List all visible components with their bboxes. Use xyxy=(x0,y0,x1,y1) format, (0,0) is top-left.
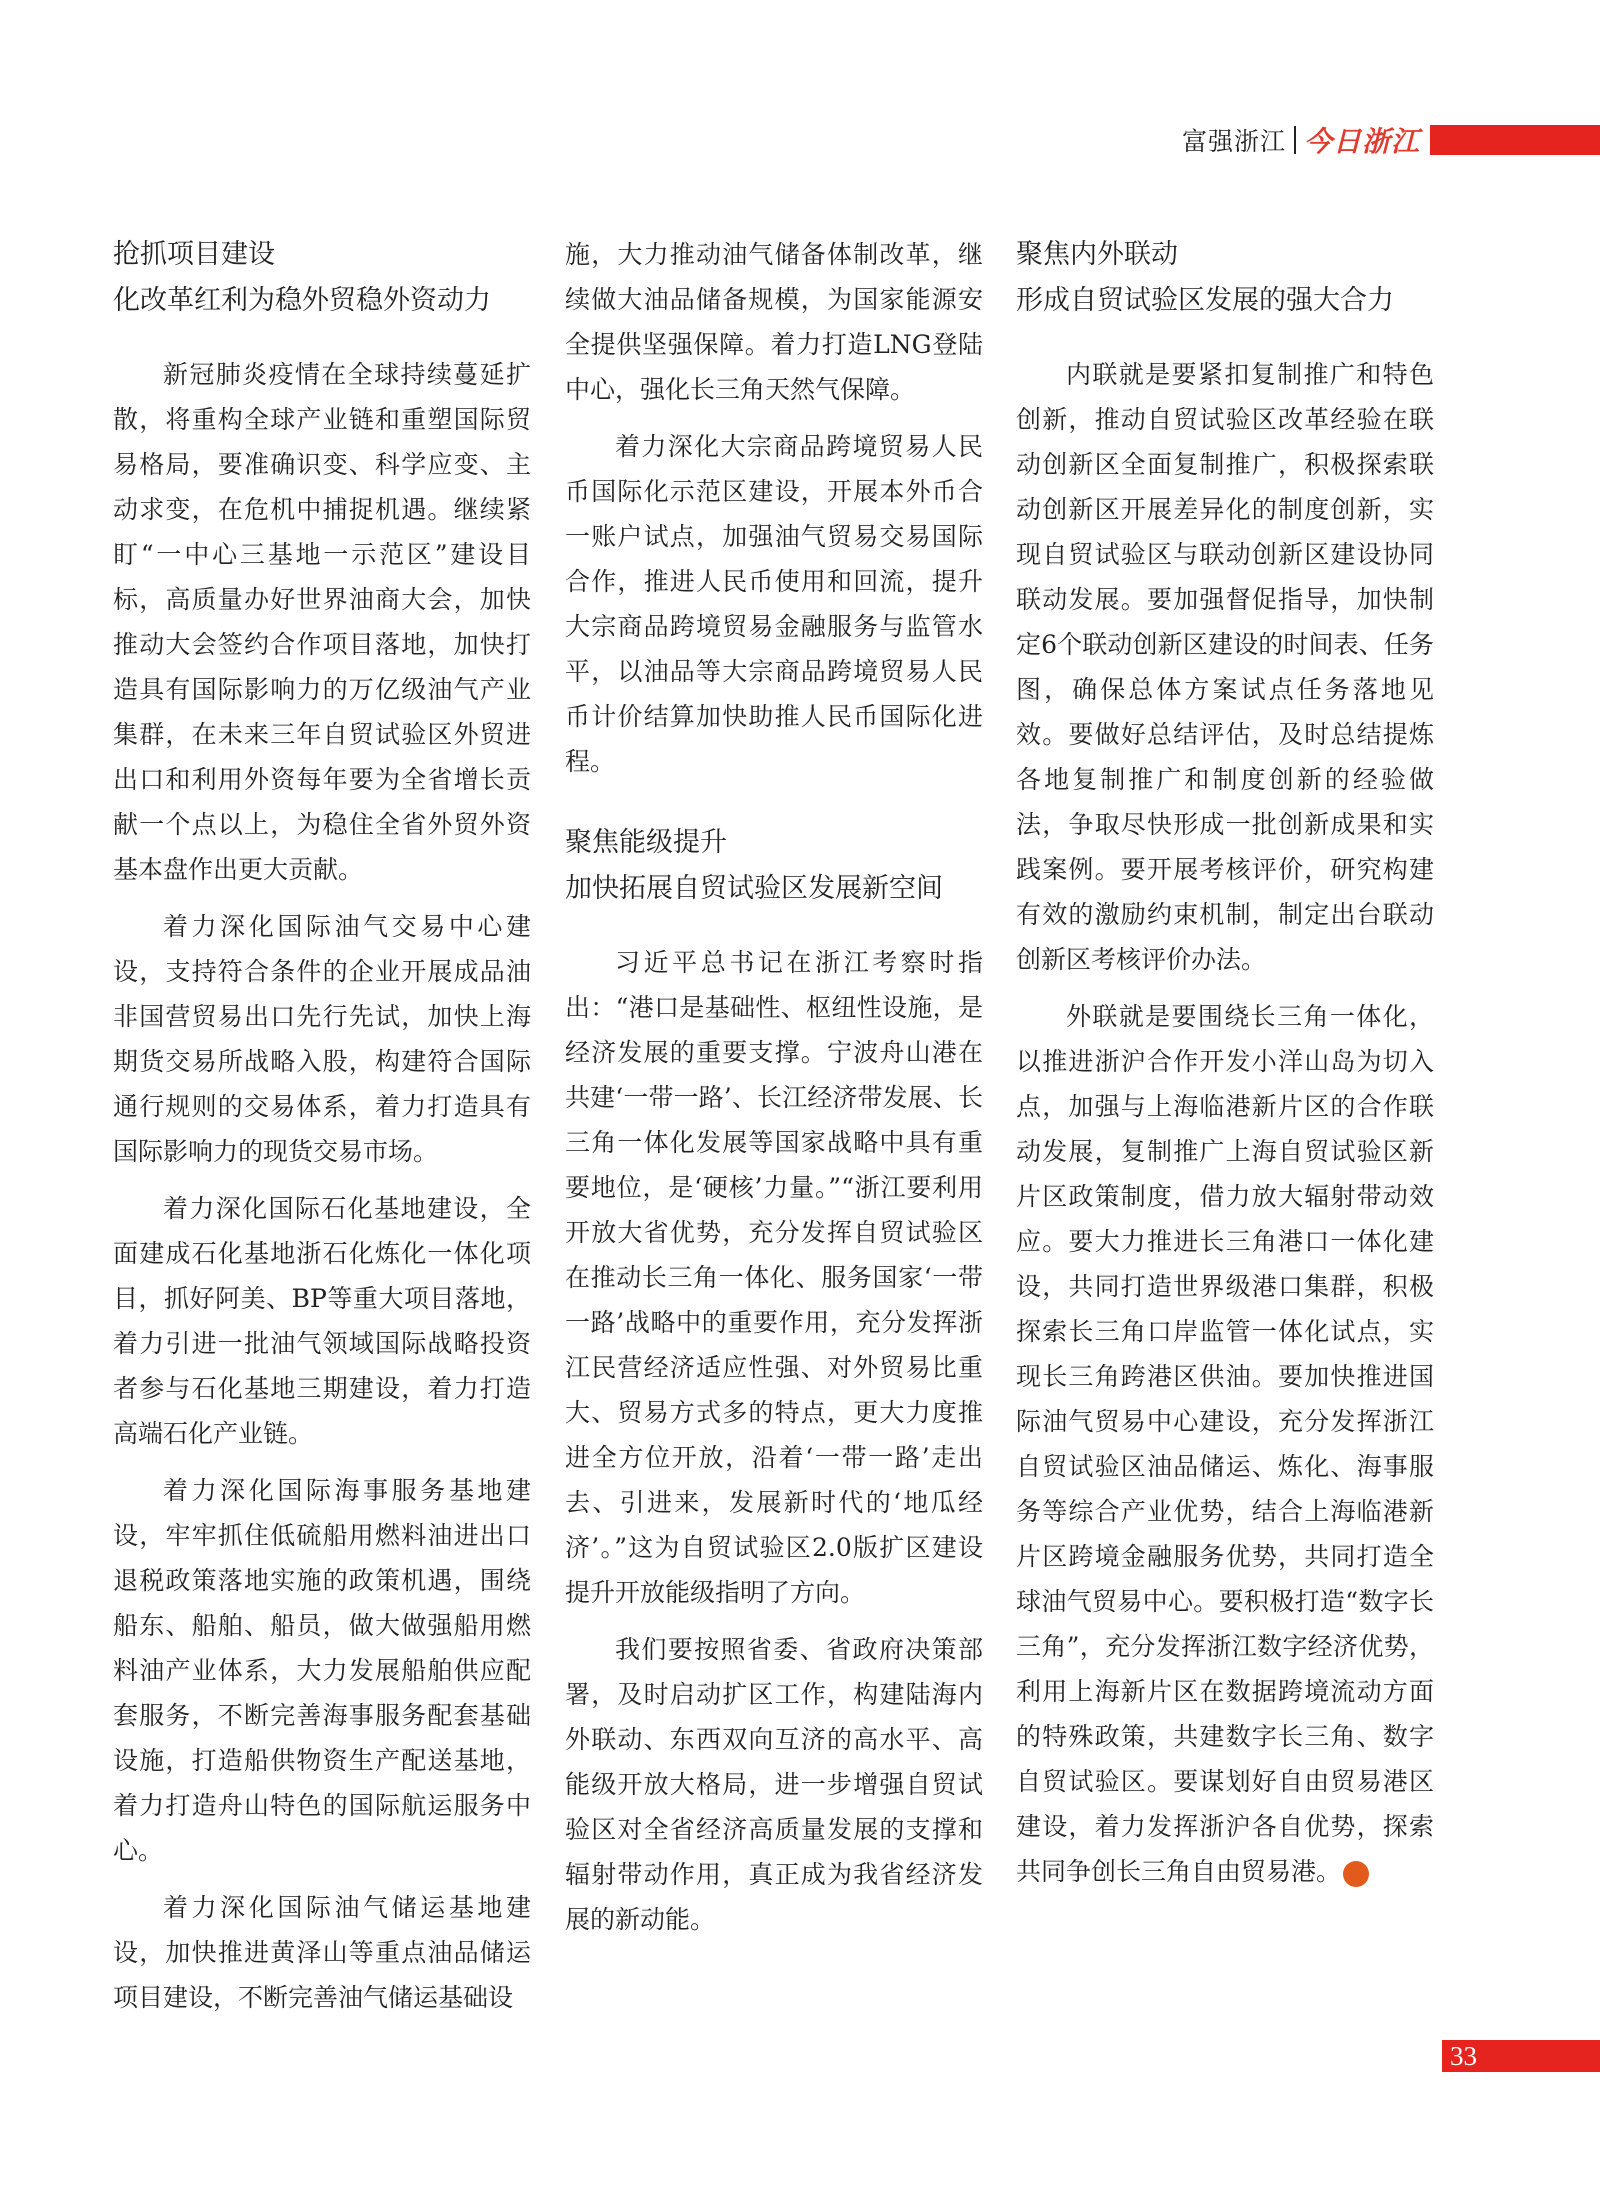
page-header xyxy=(1182,124,1600,156)
paragraph: 着力深化国际油气储运基地建设，加快推进黄泽山等重点油品储运项目建设，不断完善油气储运基础设 xyxy=(113,1893,531,2012)
paragraph-continuation: 施，大力推动油气储备体制改革，继续做大油品储备规模，为国家能源安全提供坚强保障。着力打造LNG登陆中心，强化长三角天然气保障。 xyxy=(565,240,983,404)
heading-line-2: 化改革红利为稳外贸稳外资动力 xyxy=(113,285,491,316)
paragraph: 着力深化大宗商品跨境贸易人民币国际化示范区建设，开展本外币合一账户试点，加强油气贸易交易国际合作，推进人民币使用和回流，提升大宗商品跨境贸易金融服务与监管水平，以油品等大宗商品跨境贸易人民币计价结算加快助推人民币国际化进程。 xyxy=(565,432,983,776)
paragraph: 着力深化国际油气交易中心建设，支持符合条件的企业开展成品油非国营贸易出口先行先试，加快上海期货交易所战略入股，构建符合国际通行规则的交易体系，着力打造具有国际影响力的现货交易市场。 xyxy=(113,912,531,1166)
header-red-bar xyxy=(1430,125,1600,155)
paragraph: 着力深化国际石化基地建设，全面建成石化基地浙石化炼化一体化项目，抓好阿美、BP等重大项目落地，着力引进一批油气领域国际战略投资者参与石化基地三期建设，着力打造高端石化产业链。 xyxy=(113,1194,531,1448)
heading-line-1: 聚焦能级提升 xyxy=(565,827,727,858)
paragraph: 内联就是要紧扣复制推广和特色创新，推动自贸试验区改革经验在联动创新区全面复制推广，积极探索联动创新区开展差异化的制度创新，实现自贸试验区与联动创新区建设协同联动发展。要加强督促指导，加快制定6个联动创新区建设的时间表、任务图，确保总体方案试点任务落地见效。要做好总结评估，及时总结提炼各地复制推广和制度创新的经验做法，争取尽快形成一批创新成果和实践案例。要开展考核评价，研究构建有效的激励约束机制，制定出台联动创新区考核评价办法。 xyxy=(1016,360,1434,974)
end-mark-icon: 今 xyxy=(1343,1861,1369,1887)
paragraph xyxy=(1016,994,1434,1894)
paragraph-text: 外联就是要围绕长三角一体化，以推进浙沪合作开发小洋山岛为切入点，加强与上海临港新片区的合作联动发展，复制推广上海自贸试验区新片区政策制度，借力放大辐射带动效应。要大力推进长三角港口一体化建设，共同打造世界级港口集群，积极探索长三角口岸监管一体化试点，实现长三角跨港区供油。要加快推进国际油气贸易中心建设，充分发挥浙江自贸试验区油品储运、炼化、海事服务等综合产业优势，结合上海临港新片区跨境金融服务优势，共同打造全球油气贸易中心。要积极打造“数字长三角”，充分发挥浙江数字经济优势，利用上海新片区在数据跨境流动方面的特殊政策，共建数字长三角、数字自贸试验区。要谋划好自由贸易港区建设，着力发挥浙沪各自优势，探索共同争创长三角自由贸易港。 xyxy=(1016,1002,1434,1886)
column-3 xyxy=(1016,232,1434,1906)
section-heading xyxy=(1016,232,1434,324)
heading-line-2: 加快拓展自贸试验区发展新空间 xyxy=(565,873,943,904)
header-separator xyxy=(1294,126,1296,154)
magazine-logo: 今日浙江 xyxy=(1303,125,1420,158)
paragraph: 习近平总书记在浙江考察时指出：“港口是基础性、枢纽性设施，是经济发展的重要支撑。宁波舟山港在共建‘一带一路’、长江经济带发展、长三角一体化发展等国家战略中具有重要地位，是‘硬核’力量。”“浙江要利用开放大省优势，充分发挥自贸试验区在推动长三角一体化、服务国家‘一带一路’战略中的重要作用，充分发挥浙江民营经济适应性强、对外贸易比重大、贸易方式多的特点，更大力度推进全方位开放，沿着‘一带一路’走出去、引进来，发展新时代的‘地瓜经济’。”这为自贸试验区2.0版扩区建设提升开放能级指明了方向。 xyxy=(565,948,983,1607)
section-name: 富强浙江 xyxy=(1181,127,1286,156)
column-1 xyxy=(113,232,531,2032)
paragraph: 我们要按照省委、省政府决策部署，及时启动扩区工作，构建陆海内外联动、东西双向互济的高水平、高能级开放大格局，进一步增强自贸试验区对全省经济高质量发展的支撑和辐射带动作用，真正成为我省经济发展的新动能。 xyxy=(565,1635,983,1934)
section-heading xyxy=(113,232,531,324)
heading-line-1: 聚焦内外联动 xyxy=(1016,239,1178,270)
paragraph: 着力深化国际海事服务基地建设，牢牢抓住低硫船用燃料油进出口退税政策落地实施的政策机遇，围绕船东、船舶、船员，做大做强船用燃料油产业体系，大力发展船舶供应配套服务，不断完善海事服务配套基础设施，打造船供物资生产配送基地，着力打造舟山特色的国际航运服务中心。 xyxy=(113,1476,531,1865)
paragraph: 新冠肺炎疫情在全球持续蔓延扩散，将重构全球产业链和重塑国际贸易格局，要准确识变、科学应变、主动求变，在危机中捕捉机遇。继续紧盯“一中心三基地一示范区”建设目标，高质量办好世界油商大会，加快推动大会签约合作项目落地，加快打造具有国际影响力的万亿级油气产业集群，在未来三年自贸试验区外贸进出口和利用外资每年要为全省增长贡献一个点以上，为稳住全省外贸外资基本盘作出更大贡献。 xyxy=(113,360,531,884)
heading-line-1: 抢抓项目建设 xyxy=(113,239,275,270)
section-heading xyxy=(565,820,983,912)
page-number: 33 xyxy=(1442,2040,1600,2072)
column-2 xyxy=(565,232,983,1954)
heading-line-2: 形成自贸试验区发展的强大合力 xyxy=(1016,285,1394,316)
